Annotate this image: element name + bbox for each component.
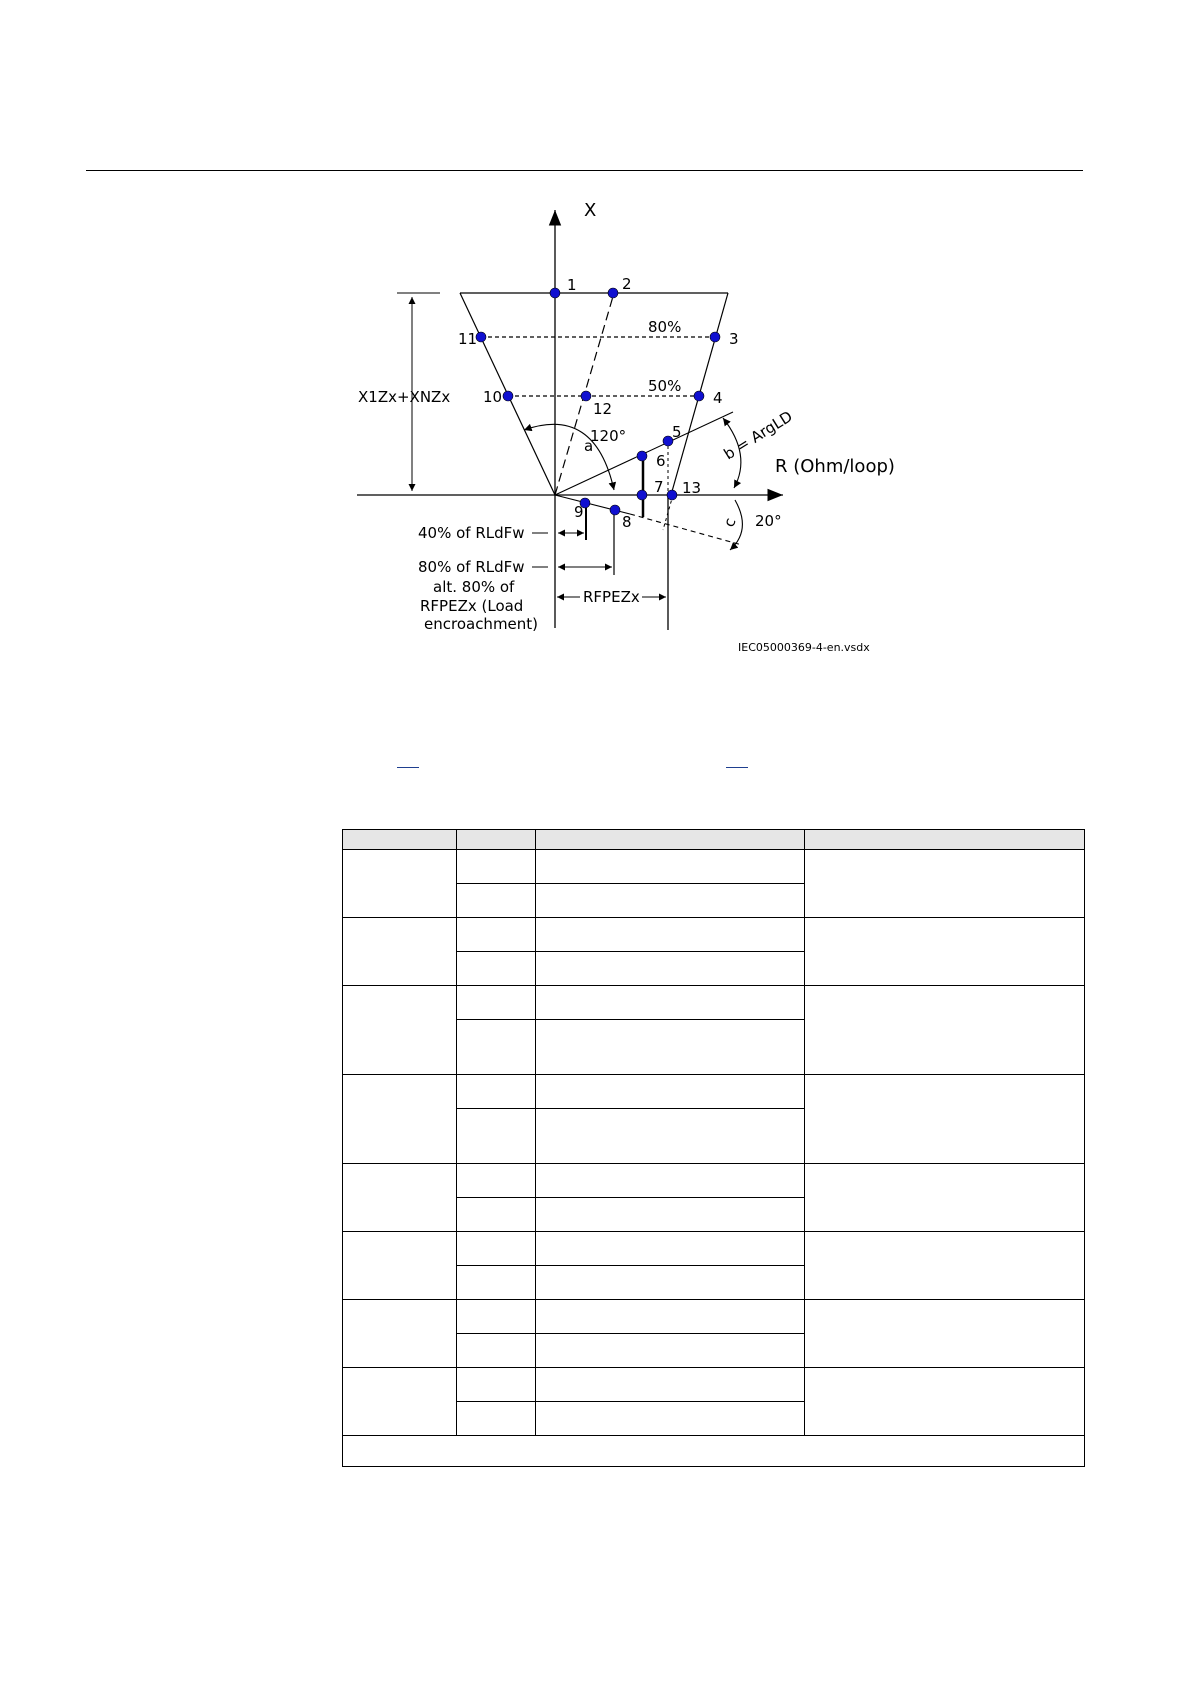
table-cell: [457, 1020, 536, 1075]
table-cell: [536, 1198, 805, 1232]
table-cell: [343, 850, 457, 918]
point-6-label: 6: [656, 452, 666, 470]
rldfw-80-label: 80% of RLdFw: [418, 558, 525, 576]
table-cell: [536, 1266, 805, 1300]
table-header-cell: [457, 830, 536, 850]
point-6-marker: [637, 451, 647, 461]
table-cell: [536, 1164, 805, 1198]
table-cell: [457, 1334, 536, 1368]
point-8-marker: [610, 505, 620, 515]
table-cell: [805, 1232, 1085, 1300]
cross-ref-link-1[interactable]: [397, 767, 419, 768]
table-cell: [805, 1300, 1085, 1368]
pct-80-label: 80%: [648, 318, 682, 336]
point-1-marker: [550, 288, 560, 298]
table-cell: [457, 918, 536, 952]
rfpezx-label: RFPEZx: [583, 588, 640, 606]
table-cell: [536, 1075, 805, 1109]
table-cell: [457, 1266, 536, 1300]
table-cell: [536, 1232, 805, 1266]
table-row: [343, 918, 1085, 952]
table-row: [343, 1368, 1085, 1402]
table-cell: [457, 1109, 536, 1164]
table-cell: [343, 1075, 457, 1164]
points-table: [342, 829, 1085, 1467]
rldfw-40-label: 40% of RLdFw: [418, 524, 525, 542]
point-13-label: 13: [682, 479, 702, 497]
point-2-label: 2: [622, 275, 632, 293]
table-cell: [536, 952, 805, 986]
table-cell: [536, 918, 805, 952]
table-cell: [805, 1075, 1085, 1164]
alt-label-line3: encroachment): [424, 615, 539, 633]
table-row: [343, 850, 1085, 884]
point-3-label: 3: [729, 330, 739, 348]
table-cell: [457, 1402, 536, 1436]
table-row: [343, 1300, 1085, 1334]
table-cell: [457, 1368, 536, 1402]
angle-120-label: 120°: [590, 427, 627, 445]
cross-ref-link-2[interactable]: [726, 767, 748, 768]
angle-b-label: b = ArgLD: [720, 407, 796, 464]
table-row: [343, 986, 1085, 1020]
table-cell: [457, 1198, 536, 1232]
point-7-marker: [637, 490, 647, 500]
table-cell: [536, 850, 805, 884]
point-12-label: 12: [593, 400, 613, 418]
table-row: [343, 1164, 1085, 1198]
table-cell: [805, 850, 1085, 918]
table-cell: [343, 1232, 457, 1300]
point-4-marker: [694, 391, 704, 401]
angle-a-label: a: [584, 437, 594, 455]
table-header-cell: [343, 830, 457, 850]
table-cell: [805, 1368, 1085, 1436]
point-10-marker: [503, 391, 513, 401]
angle-c-label: c: [719, 515, 740, 530]
point-9-label: 9: [574, 503, 584, 521]
table-footer-cell: [343, 1436, 1085, 1467]
point-12-marker: [581, 391, 591, 401]
table-cell: [457, 850, 536, 884]
point-10-label: 10: [483, 388, 503, 406]
table-cell: [536, 884, 805, 918]
table-cell: [457, 884, 536, 918]
table-footer-row: [343, 1436, 1085, 1467]
table-cell: [536, 1368, 805, 1402]
table-row: [343, 1232, 1085, 1266]
table-cell: [457, 1232, 536, 1266]
table-cell: [343, 1368, 457, 1436]
table-cell: [805, 918, 1085, 986]
table-cell: [343, 918, 457, 986]
table-cell: [536, 1402, 805, 1436]
point-11-label: 11: [458, 330, 478, 348]
point-13-marker: [667, 490, 677, 500]
point-8-label: 8: [622, 513, 632, 531]
point-7-label: 7: [654, 478, 664, 496]
alt-label-line1: alt. 80% of: [433, 578, 515, 596]
table-cell: [536, 1109, 805, 1164]
file-id-label: IEC05000369-4-en.vsdx: [738, 641, 870, 654]
table-cell: [457, 1164, 536, 1198]
axis-x-label: X: [584, 200, 597, 221]
pct-50-label: 50%: [648, 377, 682, 395]
point-3-marker: [710, 332, 720, 342]
table-cell: [457, 986, 536, 1020]
table-header-cell: [805, 830, 1085, 850]
table-cell: [805, 986, 1085, 1075]
angle-20-label: 20°: [755, 512, 782, 530]
point-4-label: 4: [713, 389, 723, 407]
table-cell: [457, 952, 536, 986]
point-1-label: 1: [567, 276, 577, 294]
table-header-cell: [536, 830, 805, 850]
table-cell: [343, 986, 457, 1075]
table-cell: [536, 986, 805, 1020]
table-header-row: [343, 830, 1085, 850]
point-2-marker: [608, 288, 618, 298]
table-cell: [536, 1300, 805, 1334]
axis-r-label: R (Ohm/loop): [775, 456, 895, 477]
table-row: [343, 1075, 1085, 1109]
table-cell: [536, 1020, 805, 1075]
table-cell: [343, 1300, 457, 1368]
table-cell: [343, 1164, 457, 1232]
table-cell: [805, 1164, 1085, 1232]
alt-label-line2: RFPEZx (Load: [420, 597, 524, 615]
table-cell: [536, 1334, 805, 1368]
point-5-label: 5: [672, 423, 682, 441]
table-cell: [457, 1075, 536, 1109]
reach-label: X1Zx+XNZx: [358, 388, 451, 406]
impedance-characteristic-diagram: [0, 0, 1191, 680]
point-11-marker: [476, 332, 486, 342]
table-cell: [457, 1300, 536, 1334]
